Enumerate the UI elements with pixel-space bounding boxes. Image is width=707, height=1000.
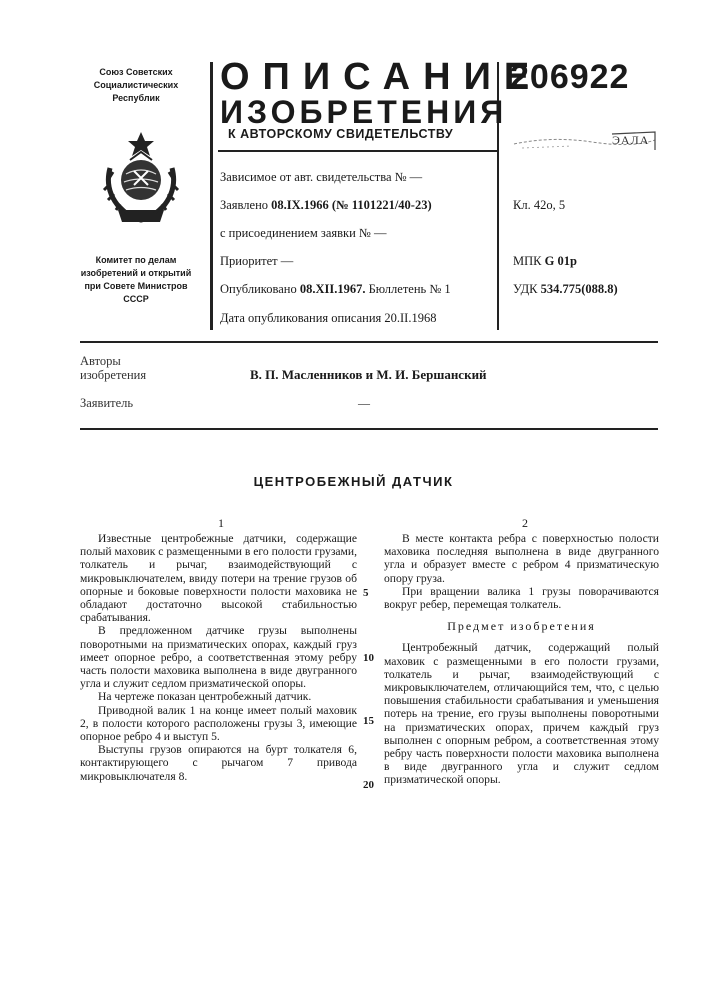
committee-line: при Совете Министров [68,280,204,293]
applicant-value: — [358,396,370,411]
line-number: 10 [363,652,374,664]
mpk-value: G 01p [545,254,577,268]
state-emblem-icon [98,128,184,228]
filed-value: 08.IX.1966 (№ 1101221/40-23) [271,198,431,212]
issuer-org [68,66,204,105]
committee-line: СССР [68,293,204,306]
class-mpk [513,254,577,269]
rule-top [80,341,658,343]
udk-label: УДК [513,282,537,296]
column-2 [384,532,659,787]
class-udk [513,282,618,297]
paragraph: В предложенном датчике грузы выполнены поворотными на призматических опорах, каждый груз имеет опорное ребро, а соответственная этому ребру часть полости маховика выполнена в виде двугранного угла и служит седлом призматической опоры. [80,624,357,690]
mpk-label: МПК [513,254,541,268]
bulletin: Бюллетень № 1 [369,282,451,296]
meta-priority: Приоритет — [220,254,293,269]
column-1 [80,532,357,783]
stamp-text: ЭАЛА [612,133,649,148]
committee-line: изобретений и открытий [68,267,204,280]
published-label: Опубликовано [220,282,297,296]
authors: В. П. Масленников и М. И. Бершанский [250,367,487,383]
org-line: Республик [68,92,204,105]
paragraph: Известные центробежные датчики, содержащие полый маховик с размещенными в его полости грузами, толкатель и рычаг, взаимодействующий с микровыключателем, ввиду потери на трение грузов об опорные и боковые поверхности полости маховика не обладают достаточно высокой стабильностью срабатывания. [80,532,357,624]
paragraph: Центробежный датчик, содержащий полый маховик с размещенными в его полости грузами, толкатель и рычаг, взаимодействующий с микровыключателем, отличающийся тем, что, с целью повышения стабильности срабатывания и уменьшения потерь на трение, его грузы выполнены поворотными на призматических опорах, причем каждый груз выполнен с опорным ребром, а соответственная этому ребру часть поверхности полости маховика выполнена в виде двугранного угла и служит седлом призматической опоры. [384,641,659,786]
line-number: 15 [363,715,374,727]
title-line-3: К АВТОРСКОМУ СВИДЕТЕЛЬСТВУ [228,127,453,141]
meta-desc-date: Дата опубликования описания 20.II.1968 [220,311,436,326]
paragraph: В месте контакта ребра с поверхностью полости маховика последняя выполнена в виде двугранного угла и образует вместе с ребром 4 призматическую опору груза. [384,532,659,585]
title-line-2: ИЗОБРЕТЕНИЯ [220,95,507,129]
column-number-2: 2 [522,516,528,531]
authors-label-line: Авторы [80,354,146,368]
line-number: 20 [363,779,374,791]
rule-bottom [80,428,658,430]
title-underline [218,150,497,152]
title-line-1: ОПИСАНИЕ [220,58,542,96]
divider-left [210,62,213,330]
org-line: Социалистических [68,79,204,92]
meta-published [220,282,451,297]
paragraph: При вращении валика 1 грузы поворачиваются вокруг ребер, перемещая толкатель. [384,585,659,611]
meta-addition: с присоединением заявки № — [220,226,386,241]
paragraph: На чертеже показан центробежный датчик. [80,690,357,703]
meta-filed [220,198,432,213]
authors-label-line: изобретения [80,368,146,382]
org-line: Союз Советских [68,66,204,79]
column-number-1: 1 [218,516,224,531]
line-number: 5 [363,587,369,599]
meta-dependent: Зависимое от авт. свидетельства № — [220,170,422,185]
claims-heading: Предмет изобретения [384,620,659,633]
patent-number: 206922 [510,58,629,97]
applicant-label: Заявитель [80,396,133,410]
class-kl: Кл. 42о, 5 [513,198,565,213]
authors-label [80,354,146,382]
paragraph: Выступы грузов опираются на бурт толкателя 6, контактирующего с рычагом 7 привода микровыключателя 8. [80,743,357,783]
udk-value: 534.775(088.8) [541,282,618,296]
committee-line: Комитет по делам [68,254,204,267]
paragraph: Приводной валик 1 на конце имеет полый маховик 2, в полости которого расположены грузы 3, имеющие опорное ребро 4 и выступ 5. [80,704,357,744]
document-heading: ЦЕНТРОБЕЖНЫЙ ДАТЧИК [0,474,707,489]
filed-label: Заявлено [220,198,268,212]
published-value: 08.XII.1967. [300,282,366,296]
committee-org [68,254,204,306]
